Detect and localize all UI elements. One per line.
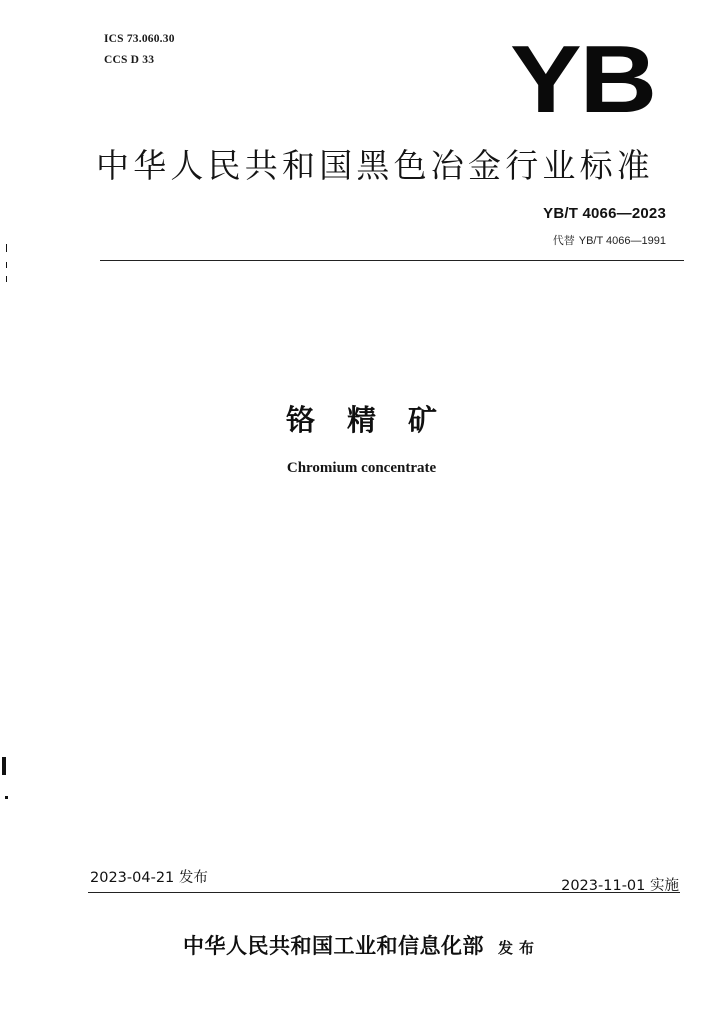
standard-number: YB/T 4066—2023 [543, 205, 666, 222]
scan-artifact [5, 796, 8, 799]
title-chinese: 铬精矿 [285, 403, 469, 437]
scan-artifact [6, 276, 7, 282]
issuer-line [0, 930, 723, 960]
bottom-divider [88, 892, 680, 893]
scan-artifact [6, 244, 7, 252]
title-english: Chromium concentrate [286, 460, 437, 476]
scan-artifact [2, 757, 6, 775]
publish-date: 2023-04-21 发布 [90, 870, 208, 886]
organization-title: 中华人民共和国黑色冶金行业标准 [96, 146, 654, 185]
top-divider [100, 260, 684, 261]
ics-code: ICS 73.060.30 [104, 33, 175, 45]
replaced-standard-number: YB/T 4066—1991 [578, 235, 666, 247]
yb-logo: YB [510, 26, 655, 133]
scan-artifact [6, 262, 7, 268]
ccs-code: CCS D 33 [104, 54, 155, 66]
implement-date: 2023-11-01 实施 [561, 878, 679, 894]
replace-label: 代替 [552, 234, 575, 247]
replaces-note [553, 232, 666, 248]
issuer-action: 发布 [497, 939, 540, 957]
issuer-name: 中华人民共和国工业和信息化部 [182, 933, 484, 958]
